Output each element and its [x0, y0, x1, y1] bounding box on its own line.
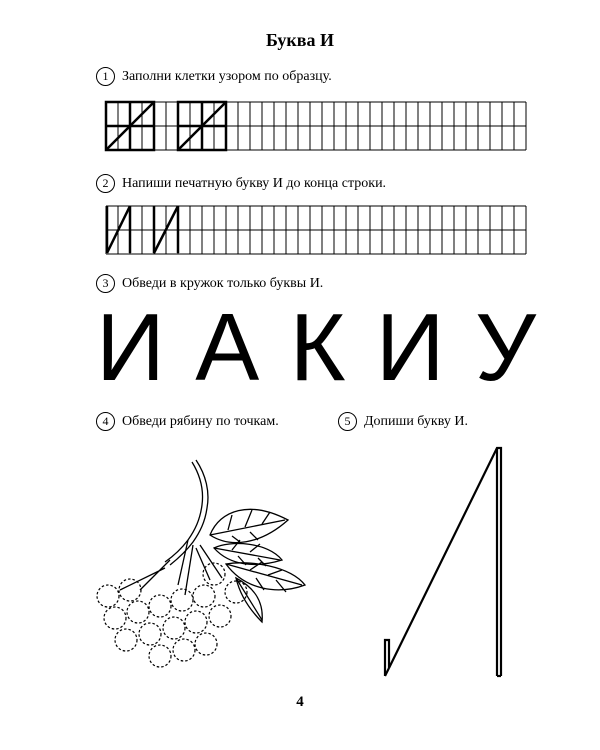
letter-sample: [107, 206, 178, 253]
task-text: Напиши печатную букву И до конца строки.: [122, 175, 387, 191]
task-text: Обведи в кружок только буквы И.: [122, 275, 324, 291]
letter[interactable]: И: [96, 294, 165, 401]
task-number: 3: [96, 274, 115, 293]
pattern-sample: [106, 102, 226, 150]
page-title: Буква И: [265, 30, 335, 50]
task-2: [96, 174, 386, 193]
task-number: 1: [96, 67, 115, 86]
task-text: Обведи рябину по точкам.: [122, 413, 279, 429]
letter[interactable]: У: [475, 294, 536, 401]
letter[interactable]: К: [289, 294, 346, 401]
rowan-branch: [120, 460, 305, 622]
task-number: 5: [338, 412, 357, 431]
task-4: [96, 412, 279, 431]
rowan-berries: [97, 563, 247, 667]
task-text: Заполни клетки узором по образцу.: [122, 68, 332, 84]
task-number: 2: [96, 174, 115, 193]
task-text: Допиши букву И.: [364, 413, 468, 429]
task-3: [96, 274, 323, 293]
letter-to-complete: [385, 448, 501, 676]
letter[interactable]: И: [375, 294, 445, 401]
letters-row: [96, 294, 536, 401]
task-1: [96, 67, 332, 86]
task-5: [338, 412, 468, 431]
letter[interactable]: А: [195, 294, 260, 401]
page-number: 4: [296, 694, 304, 710]
task-number: 4: [96, 412, 115, 431]
